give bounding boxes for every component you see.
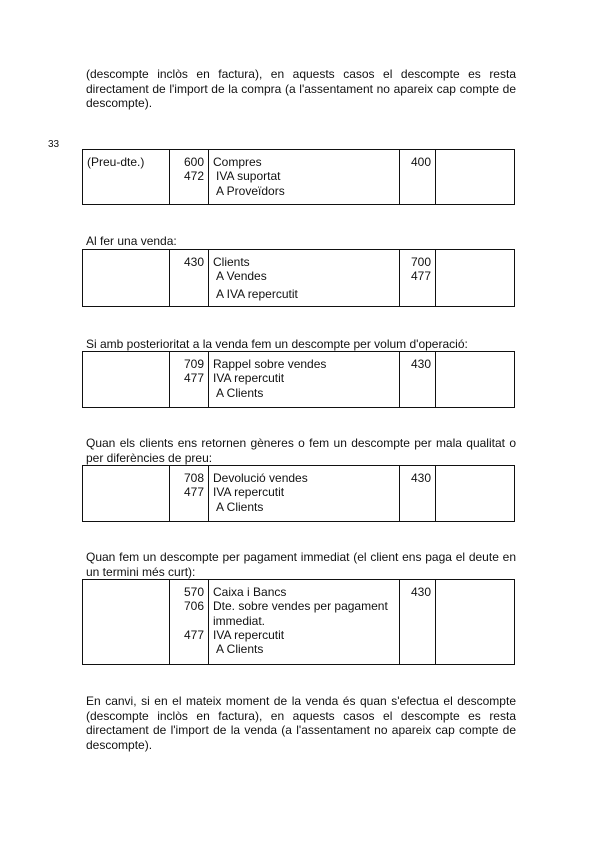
concept-line: Dte. sobre vendes per pagament: [213, 599, 388, 614]
debit-codes-cell: [170, 352, 209, 408]
amount-cell: [436, 250, 515, 307]
heading-returns: Quan els clients ens retornen gèneres o fem un descompte per mala qualitat o per diferències de preu:: [86, 436, 516, 465]
credit-codes-cell: [400, 466, 436, 522]
concept-line: Devolució vendes: [213, 471, 308, 485]
debit-code: 708: [183, 471, 204, 485]
credit-code: 400: [410, 155, 431, 169]
credit-codes-cell: [400, 352, 436, 408]
concept-line: A Vendes: [216, 269, 267, 284]
debit-code: 709: [183, 357, 204, 371]
intro-paragraph: (descompte inclòs en factura), en aquests casos el descompte es resta directament de l'import de la compra (a l'assentament no apareix cap compte de descompte).: [86, 67, 516, 110]
debit-code: 706: [183, 599, 204, 614]
concept-line: IVA repercutit: [213, 627, 285, 642]
debit-codes-cell: [170, 466, 209, 522]
concept-line: IVA repercutit: [213, 485, 285, 500]
concepts-cell: [209, 466, 400, 522]
entry-label-cell: [83, 250, 170, 307]
concept-line: A IVA repercutit: [216, 286, 298, 301]
journal-entry-volume-discount: [82, 351, 515, 408]
concept-line: Compres: [213, 155, 262, 169]
heading-prompt-payment: Quan fem un descompte per pagament immediat (el client ens paga el deute en un termini més curt):: [86, 550, 516, 579]
journal-entry-returns: [82, 465, 515, 522]
journal-entry-sale: [82, 249, 515, 307]
credit-code: 430: [410, 471, 431, 485]
credit-code: 430: [410, 357, 431, 371]
concept-line: IVA repercutit: [213, 371, 285, 386]
concept-line: immediat.: [213, 613, 266, 628]
concepts-cell: [209, 352, 400, 408]
entry-label-cell: [83, 580, 170, 665]
credit-code: 430: [410, 585, 431, 599]
concept-line: IVA suportat: [216, 169, 281, 184]
concept-line: A Clients: [216, 499, 264, 514]
concept-line: A Clients: [216, 385, 264, 400]
credit-codes-cell: [400, 250, 436, 307]
concepts-cell: [209, 250, 400, 307]
debit-codes-cell: [170, 580, 209, 665]
entry-label-cell: [83, 352, 170, 408]
debit-code: 477: [183, 485, 204, 500]
concepts-cell: [209, 580, 400, 665]
credit-codes-cell: [400, 150, 436, 205]
debit-code: 600: [183, 155, 204, 169]
amount-cell: [436, 352, 515, 408]
debit-codes-cell: [170, 250, 209, 307]
concept-line: A Clients: [216, 642, 264, 657]
amount-cell: [436, 580, 515, 665]
page-number: 33: [48, 139, 60, 150]
debit-code: 477: [183, 627, 204, 642]
debit-codes-cell: [170, 150, 209, 205]
concept-line: Caixa i Bancs: [213, 585, 287, 599]
credit-codes-cell: [400, 580, 436, 665]
heading-volume-discount: Si amb posterioritat a la venda fem un descompte per volum d'operació:: [86, 337, 468, 351]
debit-code: 472: [183, 169, 204, 184]
journal-entry-purchase: [82, 149, 515, 205]
entry-label-cell: [83, 150, 170, 205]
heading-sale: Al fer una venda:: [86, 234, 177, 248]
amount-cell: [436, 466, 515, 522]
journal-entry-prompt-payment: [82, 579, 515, 665]
concept-line: Clients: [213, 255, 250, 269]
amount-cell: [436, 150, 515, 205]
entry-label: (Preu-dte.): [87, 155, 145, 169]
concepts-cell: [209, 150, 400, 205]
credit-code: 477: [410, 269, 431, 284]
closing-paragraph: En canvi, si en el mateix moment de la venda és quan s'efectua el descompte (descompte inclòs en factura), en aquests casos el descompte es resta directament de l'import de la venda (a l'assentament no apareix cap compte de descompte).: [86, 694, 516, 752]
credit-code: 700: [410, 255, 431, 269]
debit-code: 477: [183, 371, 204, 386]
entry-label-cell: [83, 466, 170, 522]
debit-code: 430: [183, 255, 204, 269]
debit-code: 570: [183, 585, 204, 599]
concept-line: Rappel sobre vendes: [213, 357, 327, 371]
concept-line: A Proveïdors: [216, 183, 285, 198]
